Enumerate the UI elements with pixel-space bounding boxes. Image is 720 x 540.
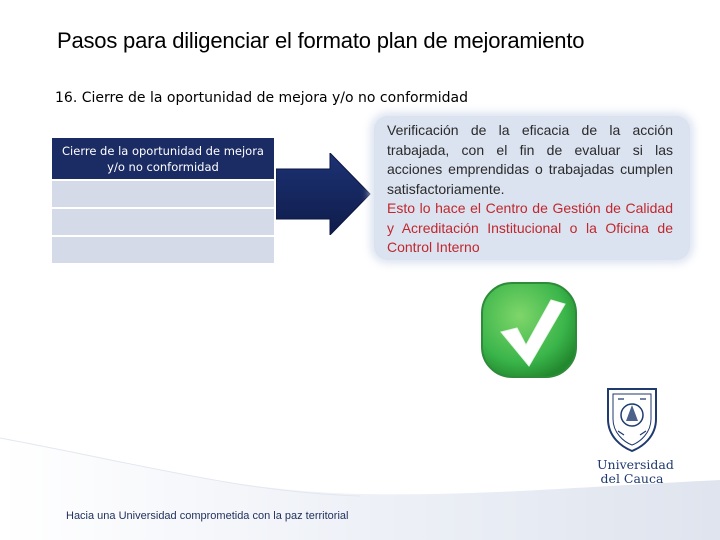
info-highlight: Esto lo hace el Centro de Gestión de Calidad y Acreditación Institucional o la Oficina de Control Interno (387, 200, 673, 255)
table-header-line2: y/o no conformidad (107, 159, 219, 174)
closure-table (52, 138, 274, 263)
table-row (52, 207, 274, 235)
footer-wave (0, 430, 720, 540)
logo-line1: Universidad (597, 457, 674, 472)
table-header-line1: Cierre de la oportunidad de mejora (62, 143, 264, 158)
info-text: Verificación de la eficacia de la acción trabajada, con el fin de evaluar si las acciones emprendidas o trabajadas cumplen satisfactoriamente. (387, 122, 673, 197)
table-header (52, 138, 274, 179)
table-row (52, 235, 274, 263)
logo-line2: del Cauca (600, 471, 664, 486)
info-box (374, 116, 690, 260)
checkmark-icon (479, 280, 579, 380)
page-title: Pasos para diligenciar el formato plan de mejoramiento (57, 28, 585, 53)
section-title: 16. Cierre de la oportunidad de mejora y/o no conformidad (55, 90, 468, 106)
footer-text: Hacia una Universidad comprometida con la paz territorial (66, 510, 349, 522)
table-row (52, 179, 274, 207)
right-arrow-icon (276, 153, 372, 235)
